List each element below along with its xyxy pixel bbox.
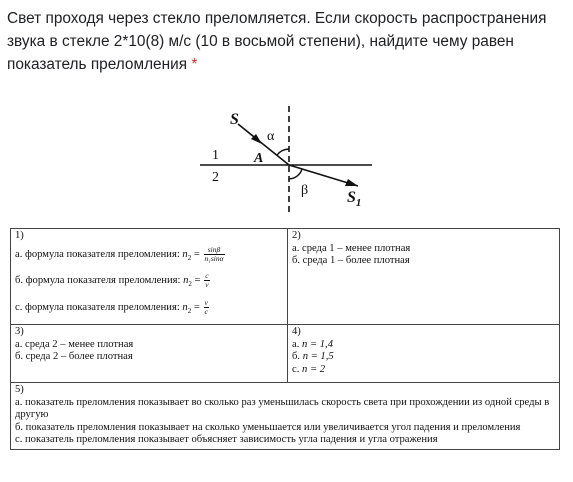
option-text: б. среда 2 – более плотная: [15, 351, 133, 362]
option-text: б. среда 1 – более плотная: [292, 255, 410, 266]
required-mark: *: [191, 56, 198, 73]
question-text: Свет проходя через стекло преломляется. Если скорость распространения звука в стекле 2*10(8) м/с (10 в восьмой степени), найдите чему равен показатель преломления: [7, 10, 547, 73]
incident-ray: [238, 124, 289, 165]
formula-fraction-a: $\frac{\sin\beta}{\text{n₁sinα}}$: [204, 244, 224, 263]
refraction-diagram: [150, 98, 400, 218]
point-label-a: A: [254, 151, 264, 166]
option-cell-4: [288, 325, 560, 383]
option-text: а. показатель преломления показывает во сколько раз уменьшилась скорость света при прохождении из одной среды в другую: [15, 396, 550, 420]
option-cell-3: [11, 325, 288, 383]
formula-fraction-b: $\frac{c}{v}$: [205, 271, 209, 290]
option-cell-5: [11, 383, 560, 450]
angle-arc-beta: [289, 169, 302, 179]
option-cell-1: [11, 229, 288, 325]
medium-label-1: 1: [212, 148, 219, 163]
refracted-arrow: [345, 179, 358, 186]
cell-number: 5): [15, 384, 24, 395]
option-text: с. показатель преломления показывает объясняет зависимость угла падения и угла отражения: [15, 434, 438, 445]
angle-arc-alpha: [277, 149, 289, 155]
option-cell-2: [288, 229, 560, 325]
formula-line-b: б. формула показателя преломления: $n_2$ = $\frac{c}{v}$: [15, 271, 209, 290]
option-text: с. n = 2: [292, 363, 326, 375]
angle-label-beta: β: [301, 183, 309, 198]
formula-fraction-c: $\frac{v}{c}$: [204, 297, 208, 316]
answer-options-table: [10, 228, 560, 450]
cell-number: 2): [292, 230, 301, 241]
cell-number: 1): [15, 230, 24, 241]
option-text: б. n = 1,5: [292, 351, 334, 362]
option-text: а. среда 2 – менее плотная: [15, 338, 134, 350]
cell-number: 3): [15, 326, 24, 337]
ray-label-s: S: [230, 111, 239, 128]
option-text: а. n = 1,4: [292, 338, 333, 350]
option-text: а. среда 1 – менее плотная: [292, 242, 411, 254]
option-text: б. показатель преломления показывает на сколько уменьшается или увеличивается угол падения и преломления: [15, 421, 521, 433]
formula-line-c: с. формула показателя преломления: $n_2$ = $\frac{v}{c}$: [15, 297, 208, 316]
ray-label-s1: $S_1$: [347, 189, 362, 209]
formula-line-a: а. формула показателя преломления: $n_2$ = $\frac{\sin\beta}{\text{n₁sinα}}$: [15, 244, 224, 263]
cell-number: 4): [292, 326, 301, 337]
angle-label-alpha: α: [267, 129, 275, 144]
question-text-block: [7, 7, 567, 76]
medium-label-2: 2: [212, 170, 219, 185]
